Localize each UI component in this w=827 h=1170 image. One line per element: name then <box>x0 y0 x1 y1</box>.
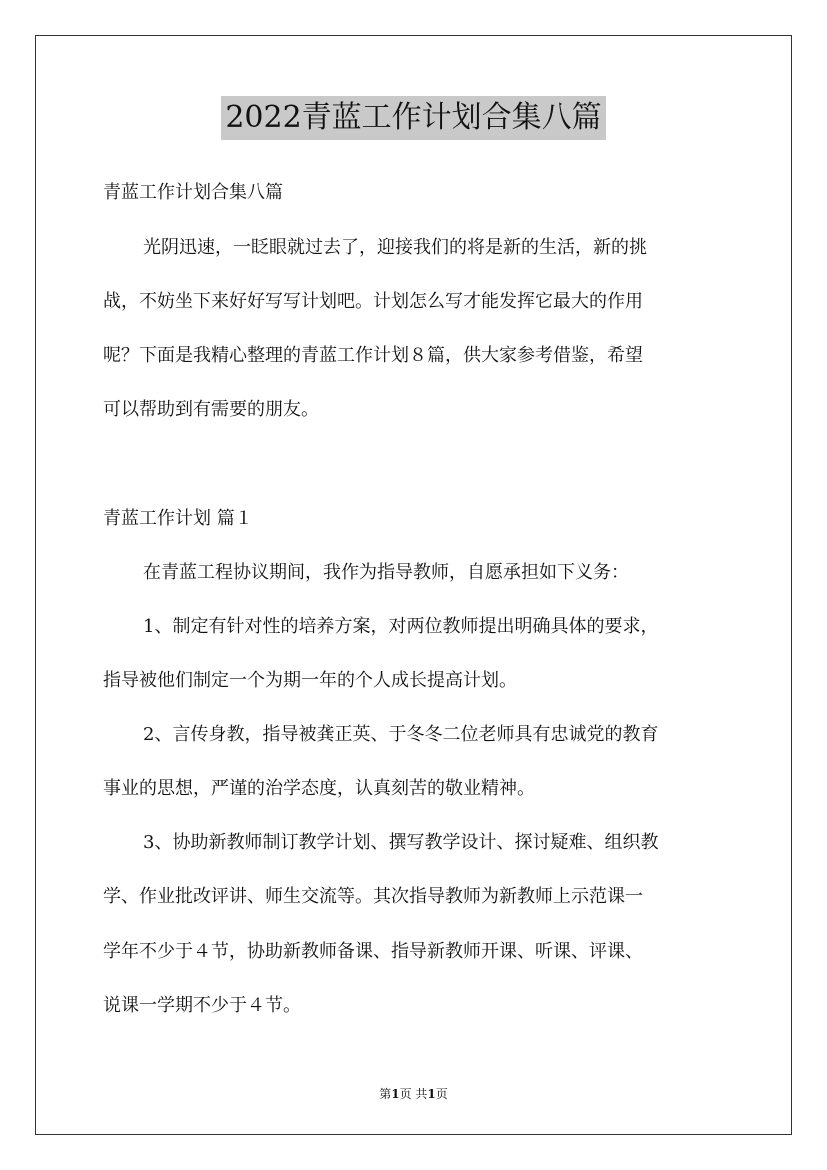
page-total: 1 <box>427 1087 436 1101</box>
page-current: 1 <box>391 1087 400 1101</box>
document-subtitle: 青蓝工作计划合集八篇 <box>103 182 283 203</box>
intro-line: 光阴迅速，一眨眼就过去了，迎接我们的将是新的生活，新的挑 <box>143 237 647 258</box>
body-line: 在青蓝工程协议期间，我作为指导教师，自愿承担如下义务： <box>143 562 629 583</box>
intro-line: 呢？下面是我精心整理的青蓝工作计划８篇，供大家参考借鉴，希望 <box>103 345 643 366</box>
intro-line: 战，不妨坐下来好好写写计划吧。计划怎么写才能发挥它最大的作用 <box>103 291 643 312</box>
body-line: 3、协助新教师制订教学计划、撰写教学设计、探讨疑难、组织教 <box>143 832 659 853</box>
section-heading: 青蓝工作计划 篇１ <box>103 508 253 529</box>
body-line: 学年不少于４节，协助新教师备课、指导新教师开课、听课、评课、 <box>103 941 643 962</box>
body-line: 指导被他们制定一个为期一年的个人成长提高计划。 <box>103 670 517 691</box>
intro-line: 可以帮助到有需要的朋友。 <box>103 399 319 420</box>
body-line: 说课一学期不少于４节。 <box>103 995 301 1016</box>
body-line: 2、言传身教，指导被龚正英、于冬冬二位老师具有忠诚党的教育 <box>143 724 659 745</box>
page-suffix: 页 <box>435 1087 448 1101</box>
document-title: 2022青蓝工作计划合集八篇 <box>221 96 605 140</box>
page-mid: 页 共 <box>399 1087 428 1101</box>
page-prefix: 第 <box>379 1087 392 1101</box>
title-wrap <box>0 96 827 140</box>
body-line: 事业的思想，严谨的治学态度，认真刻苦的敬业精神。 <box>103 778 535 799</box>
body-line: 学、作业批改评讲、师生交流等。其次指导教师为新教师上示范课一 <box>103 886 643 907</box>
body-line: 1、制定有针对性的培养方案，对两位教师提出明确具体的要求， <box>143 616 659 637</box>
page-footer <box>0 1085 827 1102</box>
